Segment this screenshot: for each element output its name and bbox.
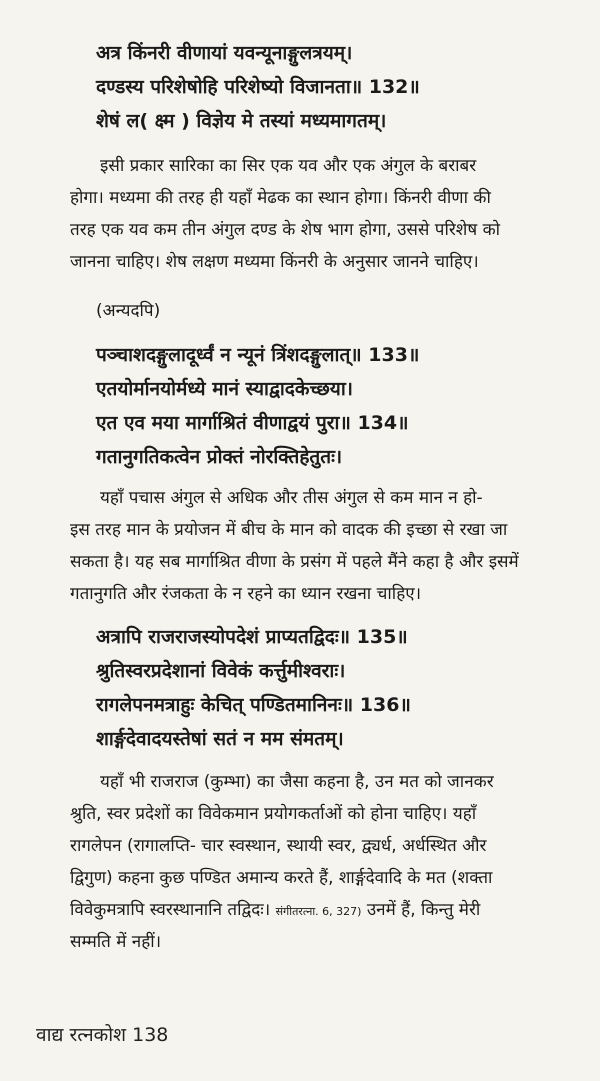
paragraph-line: रागलेपन (रागालप्ति- चार स्वस्थान, स्थायी स्वर, द्व्यर्ध, अर्धस्थित और	[70, 836, 487, 856]
verse-line: रागलेपनमत्राहुः केचित् पण्डितमानिनः॥ 136॥	[96, 694, 411, 716]
paragraph-line: इस तरह मान के प्रयोजन में बीच के मान को वादक की इच्छा से रखा जा	[70, 520, 508, 540]
verse-line: पञ्चाशदङ्गुलादूर्ध्वं न न्यूनं त्रिंशदङ्गुलात्॥ 133॥	[96, 344, 420, 366]
verse-line: शार्ङ्गदेवादयस्तेषां सतं न मम संमतम्।	[96, 728, 344, 750]
paragraph-sarika	[70, 150, 600, 278]
paragraph-text: विवेकुमत्रापि स्वरस्थानानि तद्विदः।	[70, 900, 271, 920]
paragraph-line: सकता है। यह सब मार्गाश्रित वीणा के प्रसंग में पहले मैंने कहा है और इसमें	[70, 552, 519, 572]
verse-line: अत्र किंनरी वीणायां यवन्यूनाङ्गुलत्रयम्।	[96, 42, 353, 64]
paragraph-rajaraja	[70, 766, 600, 958]
page-footer: वाद्य रत्नकोश 138	[36, 1024, 169, 1046]
paragraph-line: द्विगुण) कहना कुछ पण्डित अमान्य करते हैं, शार्ङ्गदेवादि के मत (शक्ता	[70, 868, 493, 888]
verse-line: शेषं ल( क्ष्म ) विज्ञेय मे तस्यां मध्यमागतम्।	[96, 110, 387, 132]
verse-line: अत्रापि राजराजस्योपदेशं प्राप्यतद्विदः॥ 135॥	[96, 626, 408, 648]
paragraph-line: श्रुति, स्वर प्रदेशों का विवेकमान प्रयोगकर्ताओं को होना चाहिए। यहाँ	[70, 804, 477, 824]
citation-reference: संगीतरत्ना. 6, 327)	[275, 905, 362, 918]
paragraph-line: गतानुगति और रंजकता के न रहने का ध्यान रखना चाहिए।	[70, 584, 422, 604]
paragraph-text: उनमें हैं, किन्तु मेरी	[366, 900, 481, 920]
paragraph-line: होगा। मध्यमा की तरह ही यहाँ मेढक का स्थान होगा। किंनरी वीणा की	[70, 188, 491, 208]
verse-block-133-134	[96, 338, 590, 474]
paragraph-line: जानना चाहिए। शेष लक्षण मध्यमा किंनरी के अनुसार जानने चाहिए।	[70, 252, 479, 272]
section-heading-anyadapi: (अन्यदपि)	[96, 301, 161, 321]
paragraph-line: इसी प्रकार सारिका का सिर एक यव और एक अंगुल के बराबर	[100, 156, 477, 176]
verse-line: एत एव मया मार्गाश्रितं वीणाद्वयं पुरा॥ 134॥	[96, 412, 409, 434]
paragraph-line: यहाँ भी राजराज (कुम्भा) का जैसा कहना है, उन मत को जानकर	[100, 772, 494, 792]
paragraph-line: यहाँ पचास अंगुल से अधिक और तीस अंगुल से कम मान न हो-	[100, 488, 483, 508]
paragraph-mana	[70, 482, 600, 610]
paragraph-line: सम्मति में नहीं।	[70, 932, 162, 952]
paragraph-line	[70, 894, 600, 926]
verse-line: गतानुगतिकत्वेन प्रोक्तं नोरक्तिहेतुतः।	[96, 446, 343, 468]
paragraph-line: तरह एक यव कम तीन अंगुल दण्ड के शेष भाग होगा, उससे परिशेष को	[70, 220, 501, 240]
verse-line: एतयोर्मानयोर्मध्ये मानं स्याद्वादकेच्छया।	[96, 378, 353, 400]
verse-block-135-136	[96, 620, 590, 756]
verse-line: श्रुतिस्वरप्रदेशानां विवेकं कर्त्तुमीश्वराः।	[96, 660, 346, 682]
verse-block-132	[96, 36, 590, 138]
verse-line: दण्डस्य परिशेषोहि परिशेष्यो विजानता॥ 132॥	[96, 76, 420, 98]
